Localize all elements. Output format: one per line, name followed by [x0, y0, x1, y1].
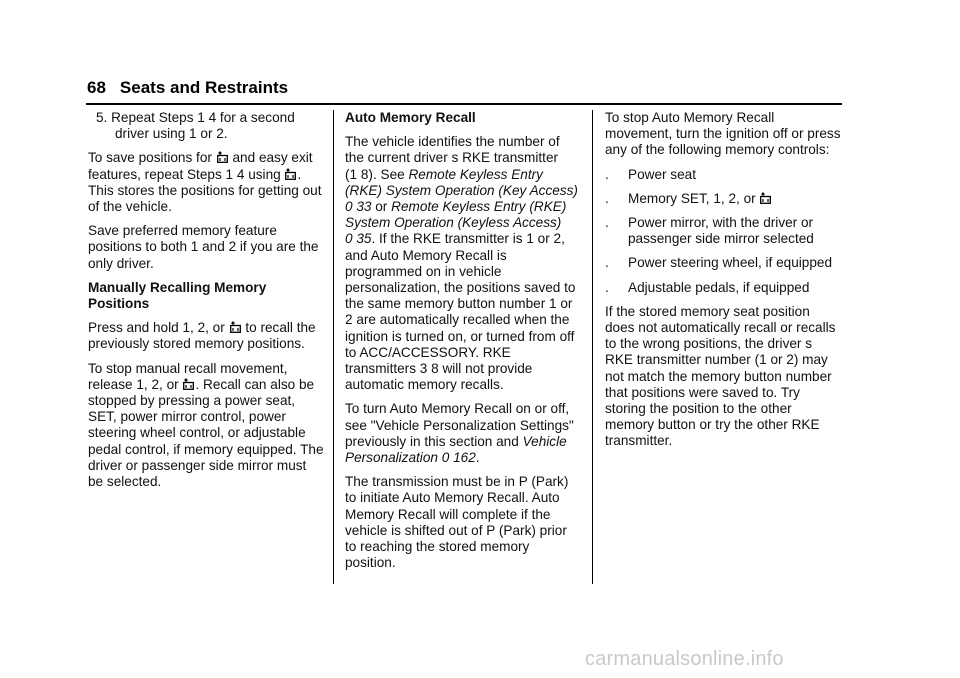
- vehicle-personalization-link[interactable]: Vehicle Personalization: [345, 433, 567, 466]
- memory-exit-icon: [285, 168, 296, 180]
- list-item-text: Memory SET, 1, 2, or: [628, 190, 756, 206]
- list-item-text: Adjustable pedals, if equipped: [628, 279, 810, 295]
- memory-exit-icon: [217, 151, 228, 163]
- press-hold-paragraph: [88, 320, 324, 352]
- auto-text-a: The vehicle identifies the number of the current driver s RKE transmitter (1 8). See: [345, 134, 560, 182]
- manual-recall-heading: Manually Recalling Memory Positions: [88, 279, 267, 312]
- column-divider-1: [333, 110, 334, 584]
- save-positions-paragraph: [88, 150, 324, 215]
- list-item-text: Power seat: [628, 166, 697, 182]
- memory-exit-icon: [760, 192, 771, 204]
- column-divider-2: [592, 110, 593, 584]
- column-right: [605, 110, 841, 458]
- transmission-paragraph: The transmission must be in P (Park) to initiate Auto Memory Recall. Auto Memory Recall will complete if the vehicle is shifted out of P (Park) prior to reaching the stored memory position.: [345, 474, 569, 571]
- or-text: or: [375, 199, 388, 215]
- stop-text-b: . Recall can also be stopped by pressing a power seat, SET, power mirror control, power steering wheel control, or adjustable pedal control, if memory equipped. The driver or passenger side mirror must be selected.: [88, 376, 324, 490]
- watermark: carmanualsonline.info: [585, 648, 784, 670]
- page-ref-33[interactable]: 0 33: [345, 199, 372, 215]
- turn-on-off-paragraph: [345, 401, 581, 466]
- rke-key-access-link[interactable]: Remote Keyless Entry (RKE) System Operation (Key Access): [345, 166, 578, 198]
- preferred-paragraph: Save preferred memory feature positions to both 1 and 2 if you are the only driver.: [88, 223, 319, 271]
- memory-exit-icon: [183, 378, 194, 390]
- save-text-a: To save positions for: [88, 150, 212, 166]
- turn-text-b: .: [475, 450, 480, 466]
- memory-exit-icon: [230, 321, 241, 333]
- mismatch-paragraph: If the stored memory seat position does not automatically recall or recalls to the wrong positions, the driver s RKE transmitter number (1 or 2) may not match the memory button number that positions were saved to. Try storing the position to the other memory button or try the other RKE transmitter.: [605, 303, 836, 449]
- bullet-marker: .: [605, 255, 609, 271]
- save-text-b: and easy exit features, repeat Steps 1 4 using: [88, 150, 313, 182]
- auto-recall-heading: Auto Memory Recall: [345, 110, 476, 125]
- page-ref-162[interactable]: 0 162: [441, 450, 476, 466]
- step-5: 5. Repeat Steps 1 4 for a second driver using 1 or 2.: [96, 110, 295, 142]
- bullet-marker: .: [605, 279, 609, 295]
- turn-text-a: To turn Auto Memory Recall on or off, see "Vehicle Personalization Settings" previously in this section and: [345, 401, 574, 449]
- press-text-b: to recall the previously stored memory positions.: [88, 320, 316, 352]
- save-text-c: . This stores the positions for getting out of the vehicle.: [88, 166, 322, 215]
- page-number: 68: [87, 78, 106, 97]
- list-item-text: Power mirror, with the driver or passenger side mirror selected: [628, 215, 814, 247]
- page-header: [87, 78, 288, 98]
- header-rule: [86, 103, 842, 105]
- list-item: [605, 255, 841, 271]
- list-item: [605, 280, 841, 296]
- stop-auto-intro: To stop Auto Memory Recall movement, turn the ignition off or press any of the following memory controls:: [605, 110, 841, 158]
- rke-keyless-access-link[interactable]: Remote Keyless Entry (RKE) System Operation (Keyless Access): [345, 199, 567, 231]
- column-middle: [345, 110, 581, 579]
- page-ref-35[interactable]: 0 35: [345, 231, 372, 247]
- bullet-marker: .: [605, 190, 609, 206]
- press-text-a: Press and hold 1, 2, or: [88, 320, 225, 336]
- list-item-text: Power steering wheel, if equipped: [628, 255, 833, 271]
- section-title: Seats and Restraints: [119, 78, 289, 97]
- list-item: [605, 167, 841, 183]
- bullet-marker: .: [605, 215, 609, 231]
- auto-recall-paragraph: [345, 134, 581, 393]
- auto-text-b: . If the RKE transmitter is 1 or 2, and Auto Memory Recall is programmed on in vehicle personalization, the positions saved to the same memory button number 1 or 2 are automatically recalled when the ignition is turned on, or turned from off to ACC/ACCESSORY. RKE transmitters 3 8 will not provide automatic memory recalls.: [345, 231, 576, 393]
- bullet-marker: .: [605, 166, 609, 182]
- list-item: [605, 215, 841, 247]
- column-left: [88, 110, 324, 498]
- stop-text-a: To stop manual recall movement, release 1, 2, or: [88, 360, 288, 392]
- stop-manual-paragraph: [88, 361, 324, 491]
- list-item: [605, 191, 841, 207]
